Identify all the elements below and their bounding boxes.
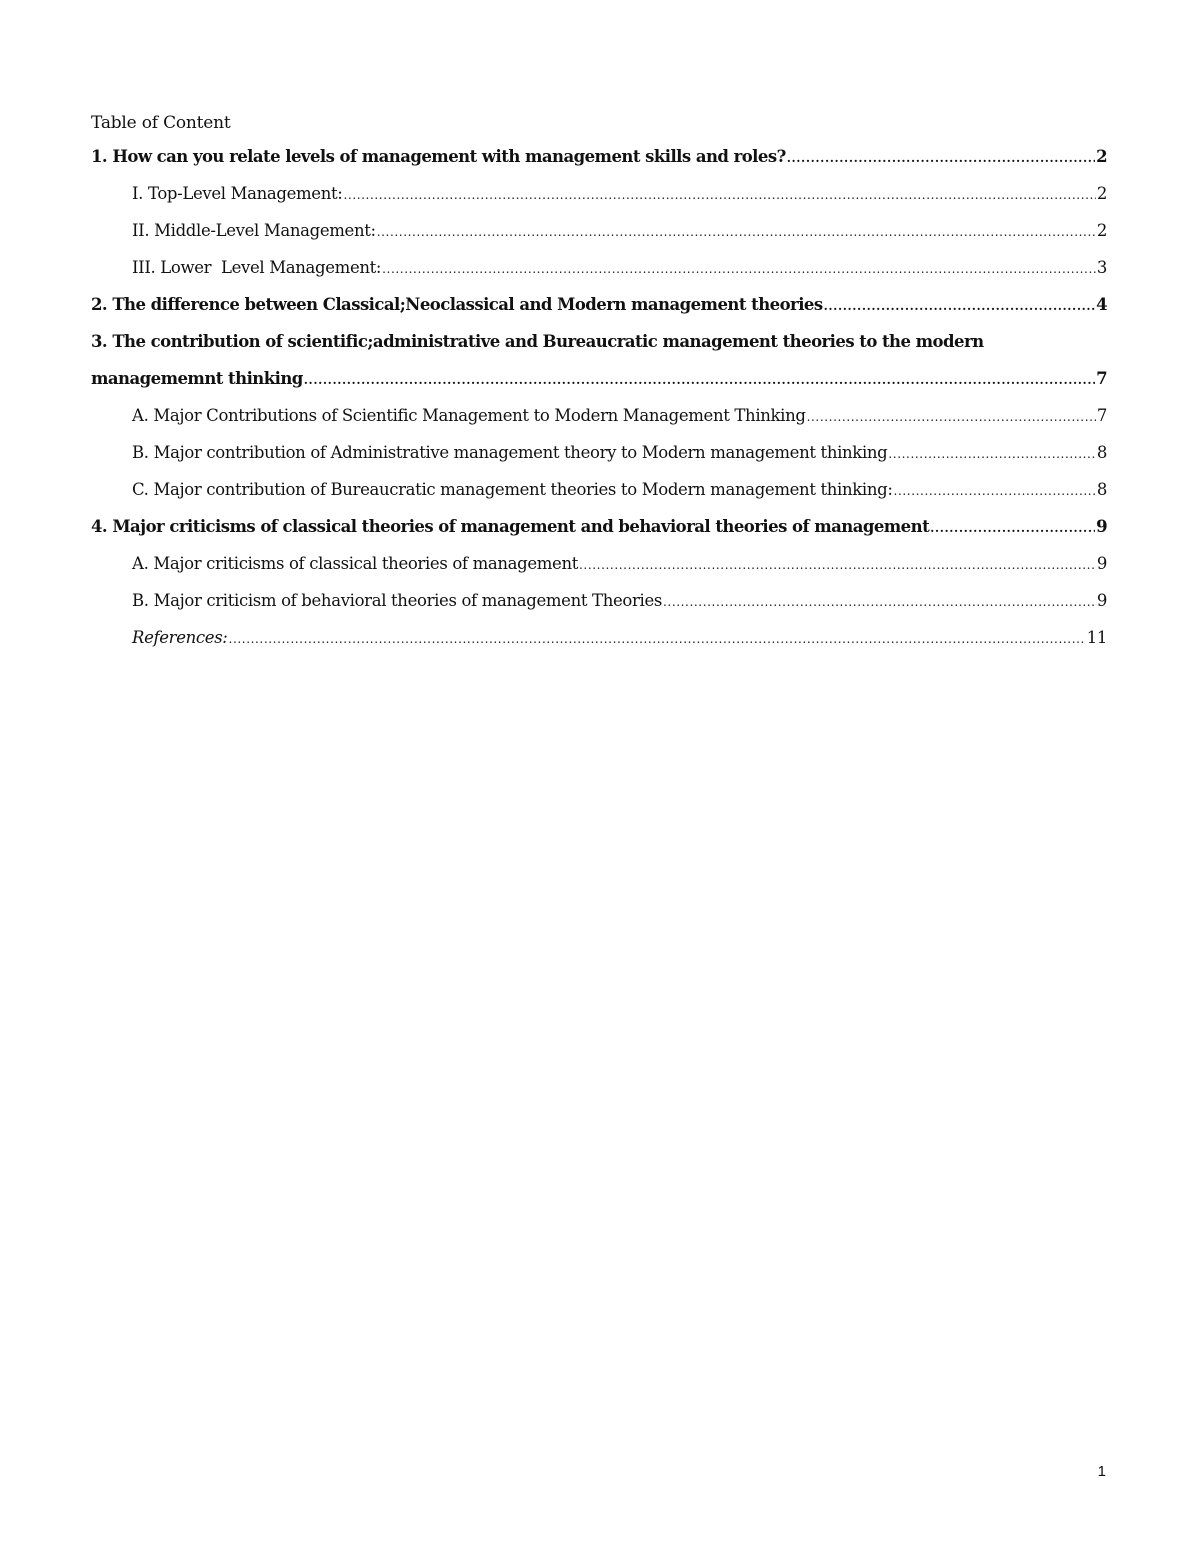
toc-entry-page: 8 [1096,443,1107,462]
toc-entry-title: managememnt thinking [91,369,303,388]
toc-entry-title-line1: 3. The contribution of scientific;administrative and Bureaucratic management theories to the modern [91,332,984,351]
toc-entry-1-ii[interactable] [91,212,1107,249]
toc-entry-title: B. Major contribution of Administrative management theory to Modern management thinking [132,443,888,462]
toc-heading: Table of Content [91,113,231,133]
toc-entry-title: C. Major contribution of Bureaucratic management theories to Modern management thinking: [132,480,893,499]
toc-entry-title: II. Middle-Level Management: [132,221,376,240]
toc-entry-references[interactable] [91,619,1107,656]
toc-entry-1[interactable] [91,138,1107,175]
toc-entry-title: 2. The difference between Classical;Neoclassical and Modern management theories [91,295,823,314]
toc-entry-page: 2 [1096,221,1107,240]
toc-entry-page: 9 [1096,517,1107,536]
toc-entry-3-c[interactable] [91,471,1107,508]
page-number: 1 [1097,1463,1106,1480]
toc-entry-title: 1. How can you relate levels of management with management skills and roles? [91,147,786,166]
toc-entry-page: 3 [1096,258,1107,277]
toc-entry-page: 8 [1096,480,1107,499]
toc-entry-title: 4. Major criticisms of classical theories of management and behavioral theories of management [91,517,930,536]
toc-entry-title: III. Lower Level Management: [132,258,382,277]
toc-dot-leader [229,619,1086,656]
toc-entry-title: B. Major criticism of behavioral theories of management Theories [132,591,662,610]
toc-entry-2[interactable] [91,286,1107,323]
toc-entry-3[interactable] [91,323,1107,397]
toc-entry-4-a[interactable] [91,545,1107,582]
toc-dot-leader [382,249,1096,286]
toc-entry-page: 2 [1096,147,1107,166]
toc-dot-leader [824,286,1095,323]
toc-entry-page: 9 [1096,591,1107,610]
toc-entry-page: 7 [1096,406,1107,425]
toc-dot-leader [304,360,1095,397]
toc-entry-page: 9 [1096,554,1107,573]
toc-entry-title-line2-row [91,360,1107,397]
toc-entry-4-b[interactable] [91,582,1107,619]
toc-entry-4[interactable] [91,508,1107,545]
toc-dot-leader [787,138,1095,175]
toc-dot-leader [377,212,1096,249]
toc-entry-3-b[interactable] [91,434,1107,471]
toc-dot-leader [807,397,1096,434]
toc-dot-leader [888,434,1095,471]
toc-entry-page: 11 [1086,628,1107,647]
toc-dot-leader [663,582,1096,619]
toc-entry-title: A. Major Contributions of Scientific Management to Modern Management Thinking [132,406,806,425]
toc-entry-1-i[interactable] [91,175,1107,212]
toc-dot-leader [579,545,1096,582]
toc-dot-leader [894,471,1096,508]
toc-list [91,138,1107,656]
toc-dot-leader [930,508,1095,545]
toc-entry-3-a[interactable] [91,397,1107,434]
toc-entry-title: References: [132,628,228,647]
toc-dot-leader [343,175,1095,212]
toc-entry-page: 2 [1096,184,1107,203]
toc-entry-1-iii[interactable] [91,249,1107,286]
toc-entry-title: A. Major criticisms of classical theories of management [132,554,579,573]
toc-entry-page: 7 [1096,369,1107,388]
toc-entry-page: 4 [1096,295,1107,314]
toc-entry-title: I. Top-Level Management: [132,184,343,203]
